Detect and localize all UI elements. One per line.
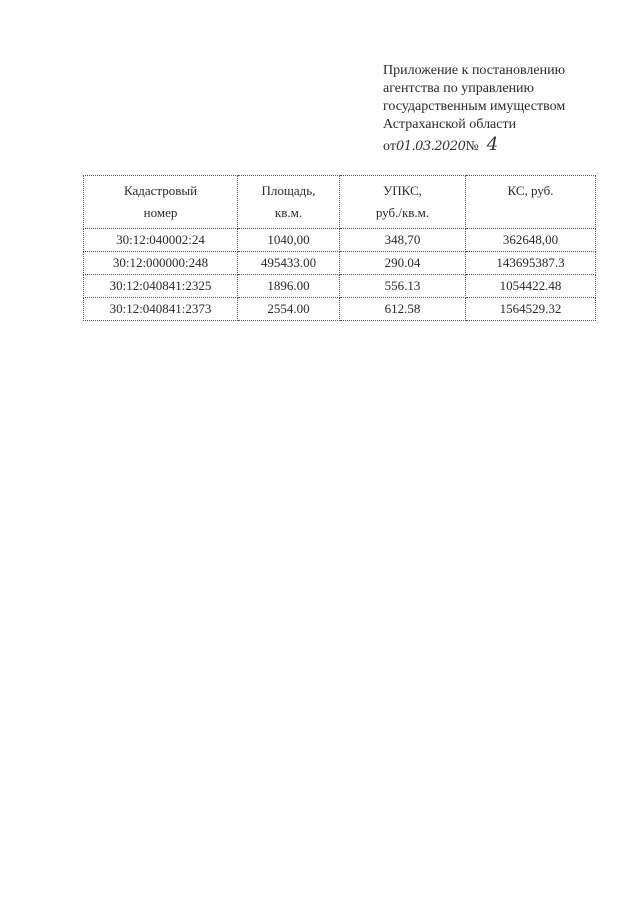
handwritten-number: 4: [486, 134, 499, 155]
column-header-cadastral-number: Кадастровый номер: [84, 176, 238, 229]
heading-line: государственным имуществом: [383, 99, 566, 114]
table-header-row: [84, 176, 596, 229]
cell-cadastral-number: 30:12:040002:24: [84, 229, 238, 252]
table-row: [84, 298, 596, 321]
cell-cadastral-number: 30:12:040841:2373: [84, 298, 238, 321]
table-row: [84, 275, 596, 298]
cell-upks: 290.04: [340, 252, 466, 275]
cell-cadastral-value: 1564529.32: [466, 298, 596, 321]
date-prefix: от: [383, 139, 396, 154]
cell-cadastral-value: 362648,00: [466, 229, 596, 252]
cell-cadastral-value: 1054422.48: [466, 275, 596, 298]
heading-line: Астраханской области: [383, 117, 517, 132]
cell-area: 1896.00: [238, 275, 340, 298]
document-heading: [383, 62, 623, 156]
column-header-upks: УПКС, руб./кв.м.: [340, 176, 466, 229]
cell-cadastral-number: 30:12:040841:2325: [84, 275, 238, 298]
table-row: [84, 229, 596, 252]
cell-upks: 348,70: [340, 229, 466, 252]
cell-area: 1040,00: [238, 229, 340, 252]
number-symbol: №: [465, 139, 479, 154]
cell-upks: 556.13: [340, 275, 466, 298]
date-number-line: [383, 136, 623, 156]
cell-cadastral-number: 30:12:000000:248: [84, 252, 238, 275]
cell-area: 495433.00: [238, 252, 340, 275]
cadastral-value-table: [83, 175, 596, 321]
cell-cadastral-value: 143695387.3: [466, 252, 596, 275]
cell-area: 2554.00: [238, 298, 340, 321]
table-row: [84, 252, 596, 275]
heading-line: агентства по управлению: [383, 81, 535, 96]
column-header-area: Площадь, кв.м.: [238, 176, 340, 229]
handwritten-date: 01.03.2020: [395, 139, 466, 154]
cell-upks: 612.58: [340, 298, 466, 321]
heading-line: Приложение к постановлению: [383, 63, 566, 78]
column-header-cadastral-value: КС, руб.: [466, 176, 596, 229]
